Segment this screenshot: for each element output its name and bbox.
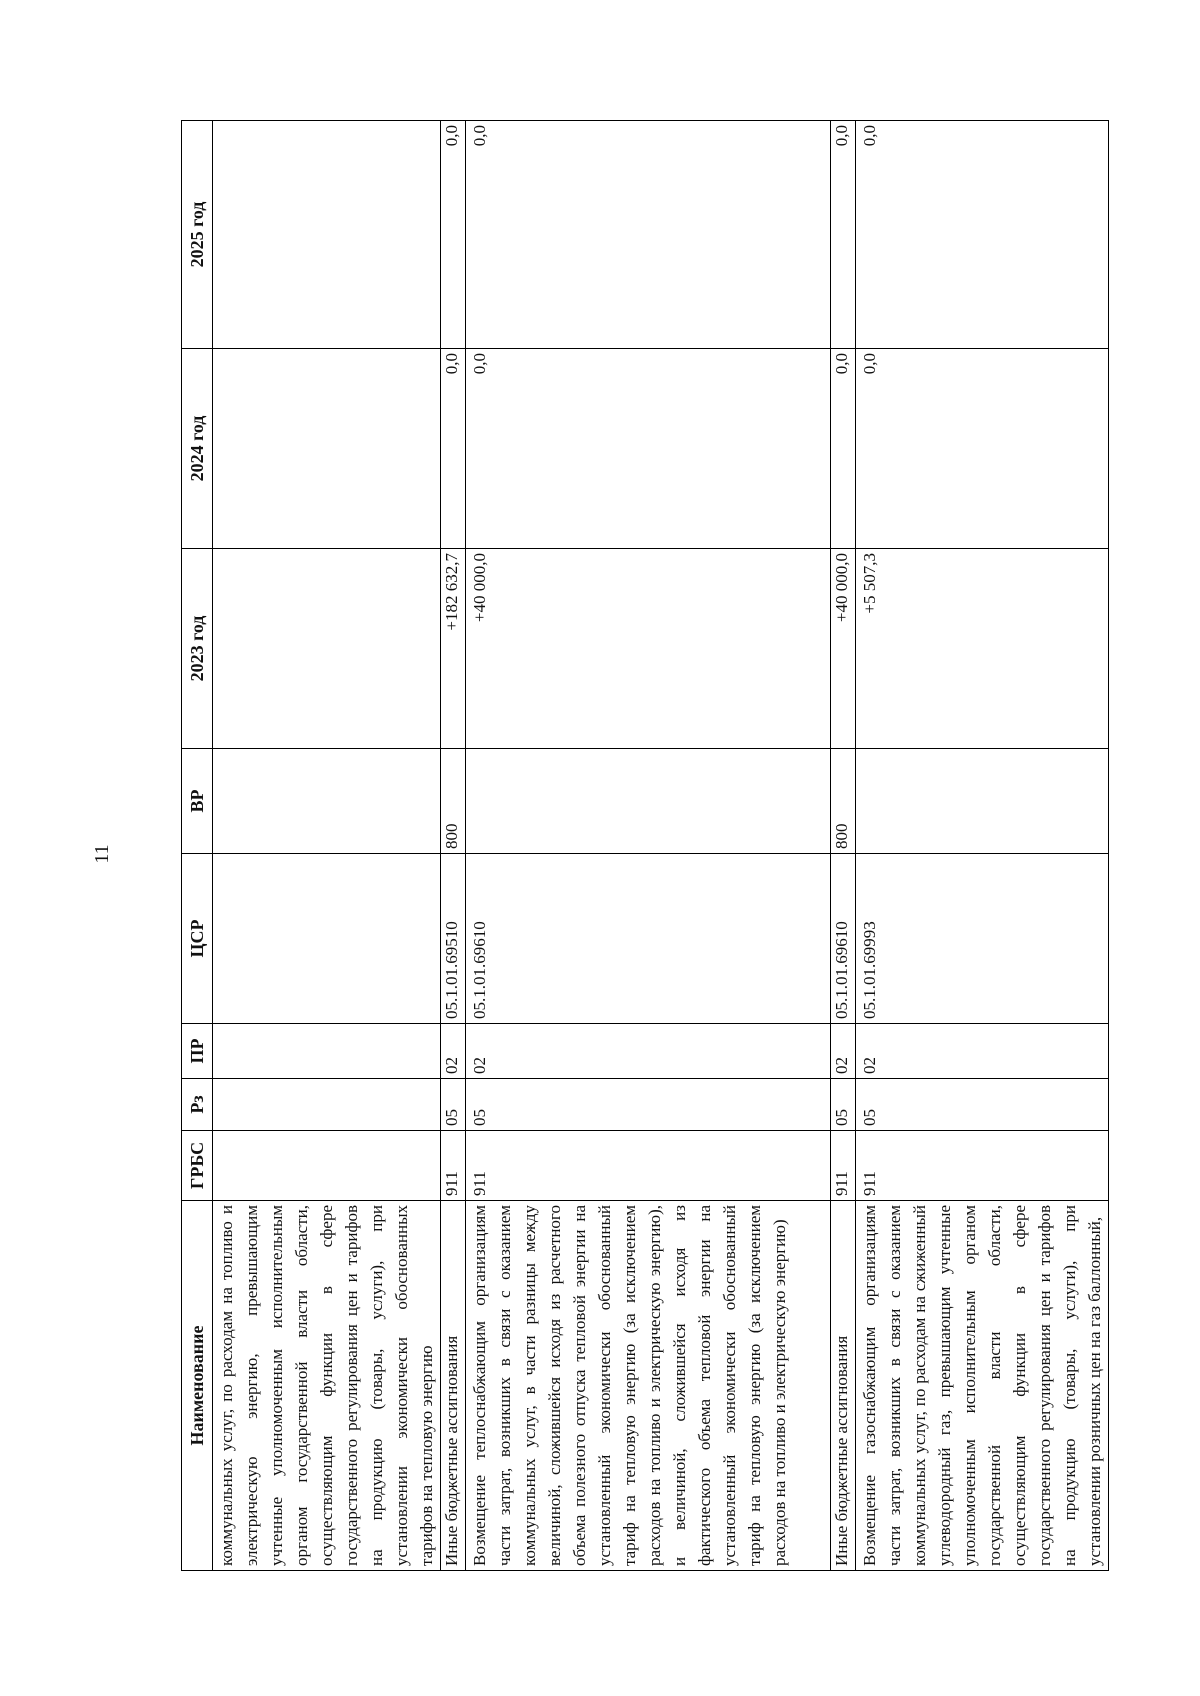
cell-2023: +40 000,0 (831, 549, 856, 749)
cell-2025: 0,0 (831, 121, 856, 349)
cell-2025: 0,0 (856, 121, 1109, 349)
cell-2023: +40 000,0 (466, 549, 831, 749)
page-number: 11 (91, 844, 113, 864)
cell-2025: 0,0 (466, 121, 831, 349)
cell-2024: 0,0 (856, 349, 1109, 549)
header-pr: ПР (182, 1024, 213, 1079)
table-row (466, 121, 831, 1571)
cell-grbs: 911 (831, 1131, 856, 1201)
cell-2025 (213, 121, 441, 349)
cell-rz (213, 1079, 441, 1131)
header-rz: Рз (182, 1079, 213, 1131)
cell-name: Иные бюджетные ассигнования (831, 1201, 856, 1571)
cell-grbs: 911 (856, 1131, 1109, 1201)
cell-pr: 02 (856, 1024, 1109, 1079)
table-row (856, 121, 1109, 1571)
cell-vr (466, 749, 831, 854)
cell-rz: 05 (856, 1079, 1109, 1131)
cell-name: Иные бюджетные ассигнования (441, 1201, 466, 1571)
header-grbs: ГРБС (182, 1131, 213, 1201)
table-wrapper (181, 121, 1106, 1571)
header-2024: 2024 год (182, 349, 213, 549)
cell-2023 (213, 549, 441, 749)
header-csr: ЦСР (182, 854, 213, 1024)
table-row (441, 121, 466, 1571)
cell-csr: 05.1.01.69993 (856, 854, 1109, 1024)
cell-rz: 05 (831, 1079, 856, 1131)
cell-2024 (213, 349, 441, 549)
budget-table (181, 120, 1109, 1571)
cell-csr: 05.1.01.69610 (466, 854, 831, 1024)
cell-grbs (213, 1131, 441, 1201)
cell-name: Возмещение газоснабжающим организациям части затрат, возникших в связи с оказанием коммунальных услуг, по расходам на сжиженный углеводородный газ, превышающим учтенные уполномоченным исполнительным органом государственной власти области, осуществляющим функции в сфере государственного регулирования цен и тарифов на продукцию (товары, услуги), при установлении розничных цен на газ баллонный, (856, 1201, 1109, 1571)
table-header-row (182, 121, 213, 1571)
cell-vr: 800 (831, 749, 856, 854)
cell-rz: 05 (441, 1079, 466, 1131)
cell-rz: 05 (466, 1079, 831, 1131)
cell-pr: 02 (466, 1024, 831, 1079)
cell-2023: +5 507,3 (856, 549, 1109, 749)
cell-2024: 0,0 (831, 349, 856, 549)
cell-vr (856, 749, 1109, 854)
cell-vr: 800 (441, 749, 466, 854)
cell-2024: 0,0 (466, 349, 831, 549)
cell-2024: 0,0 (441, 349, 466, 549)
cell-2025: 0,0 (441, 121, 466, 349)
cell-name: Возмещение теплоснабжающим организациям части затрат, возникших в связи с оказанием коммунальных услуг, в части разницы между величиной, сложившейся исходя из расчетного объема полезного отпуска тепловой энергии на установленный экономически обоснованный тариф на тепловую энергию (за исключением расходов на топливо и электрическую энергию), и величиной, сложившейся исходя из фактического объема тепловой энергии на установленный экономически обоснованный тариф на тепловую энергию (за исключением расходов на топливо и электрическую энергию) (466, 1201, 831, 1571)
cell-csr: 05.1.01.69610 (831, 854, 856, 1024)
cell-grbs: 911 (441, 1131, 466, 1201)
cell-csr: 05.1.01.69510 (441, 854, 466, 1024)
cell-name: коммунальных услуг, по расходам на топливо и электрическую энергию, превышающим учтенные уполномоченным исполнительным органом государственной власти области, осуществляющим функции в сфере государственного регулирования цен и тарифов на продукцию (товары, услуги), при установлении экономически обоснованных тарифов на тепловую энергию (213, 1201, 441, 1571)
header-name: Наименование (182, 1201, 213, 1571)
cell-pr: 02 (831, 1024, 856, 1079)
header-2025: 2025 год (182, 121, 213, 349)
cell-pr: 02 (441, 1024, 466, 1079)
cell-2023: +182 632,7 (441, 549, 466, 749)
cell-csr (213, 854, 441, 1024)
cell-grbs: 911 (466, 1131, 831, 1201)
cell-vr (213, 749, 441, 854)
header-2023: 2023 год (182, 549, 213, 749)
cell-pr (213, 1024, 441, 1079)
table-row (213, 121, 441, 1571)
table-row (831, 121, 856, 1571)
header-vr: ВР (182, 749, 213, 854)
